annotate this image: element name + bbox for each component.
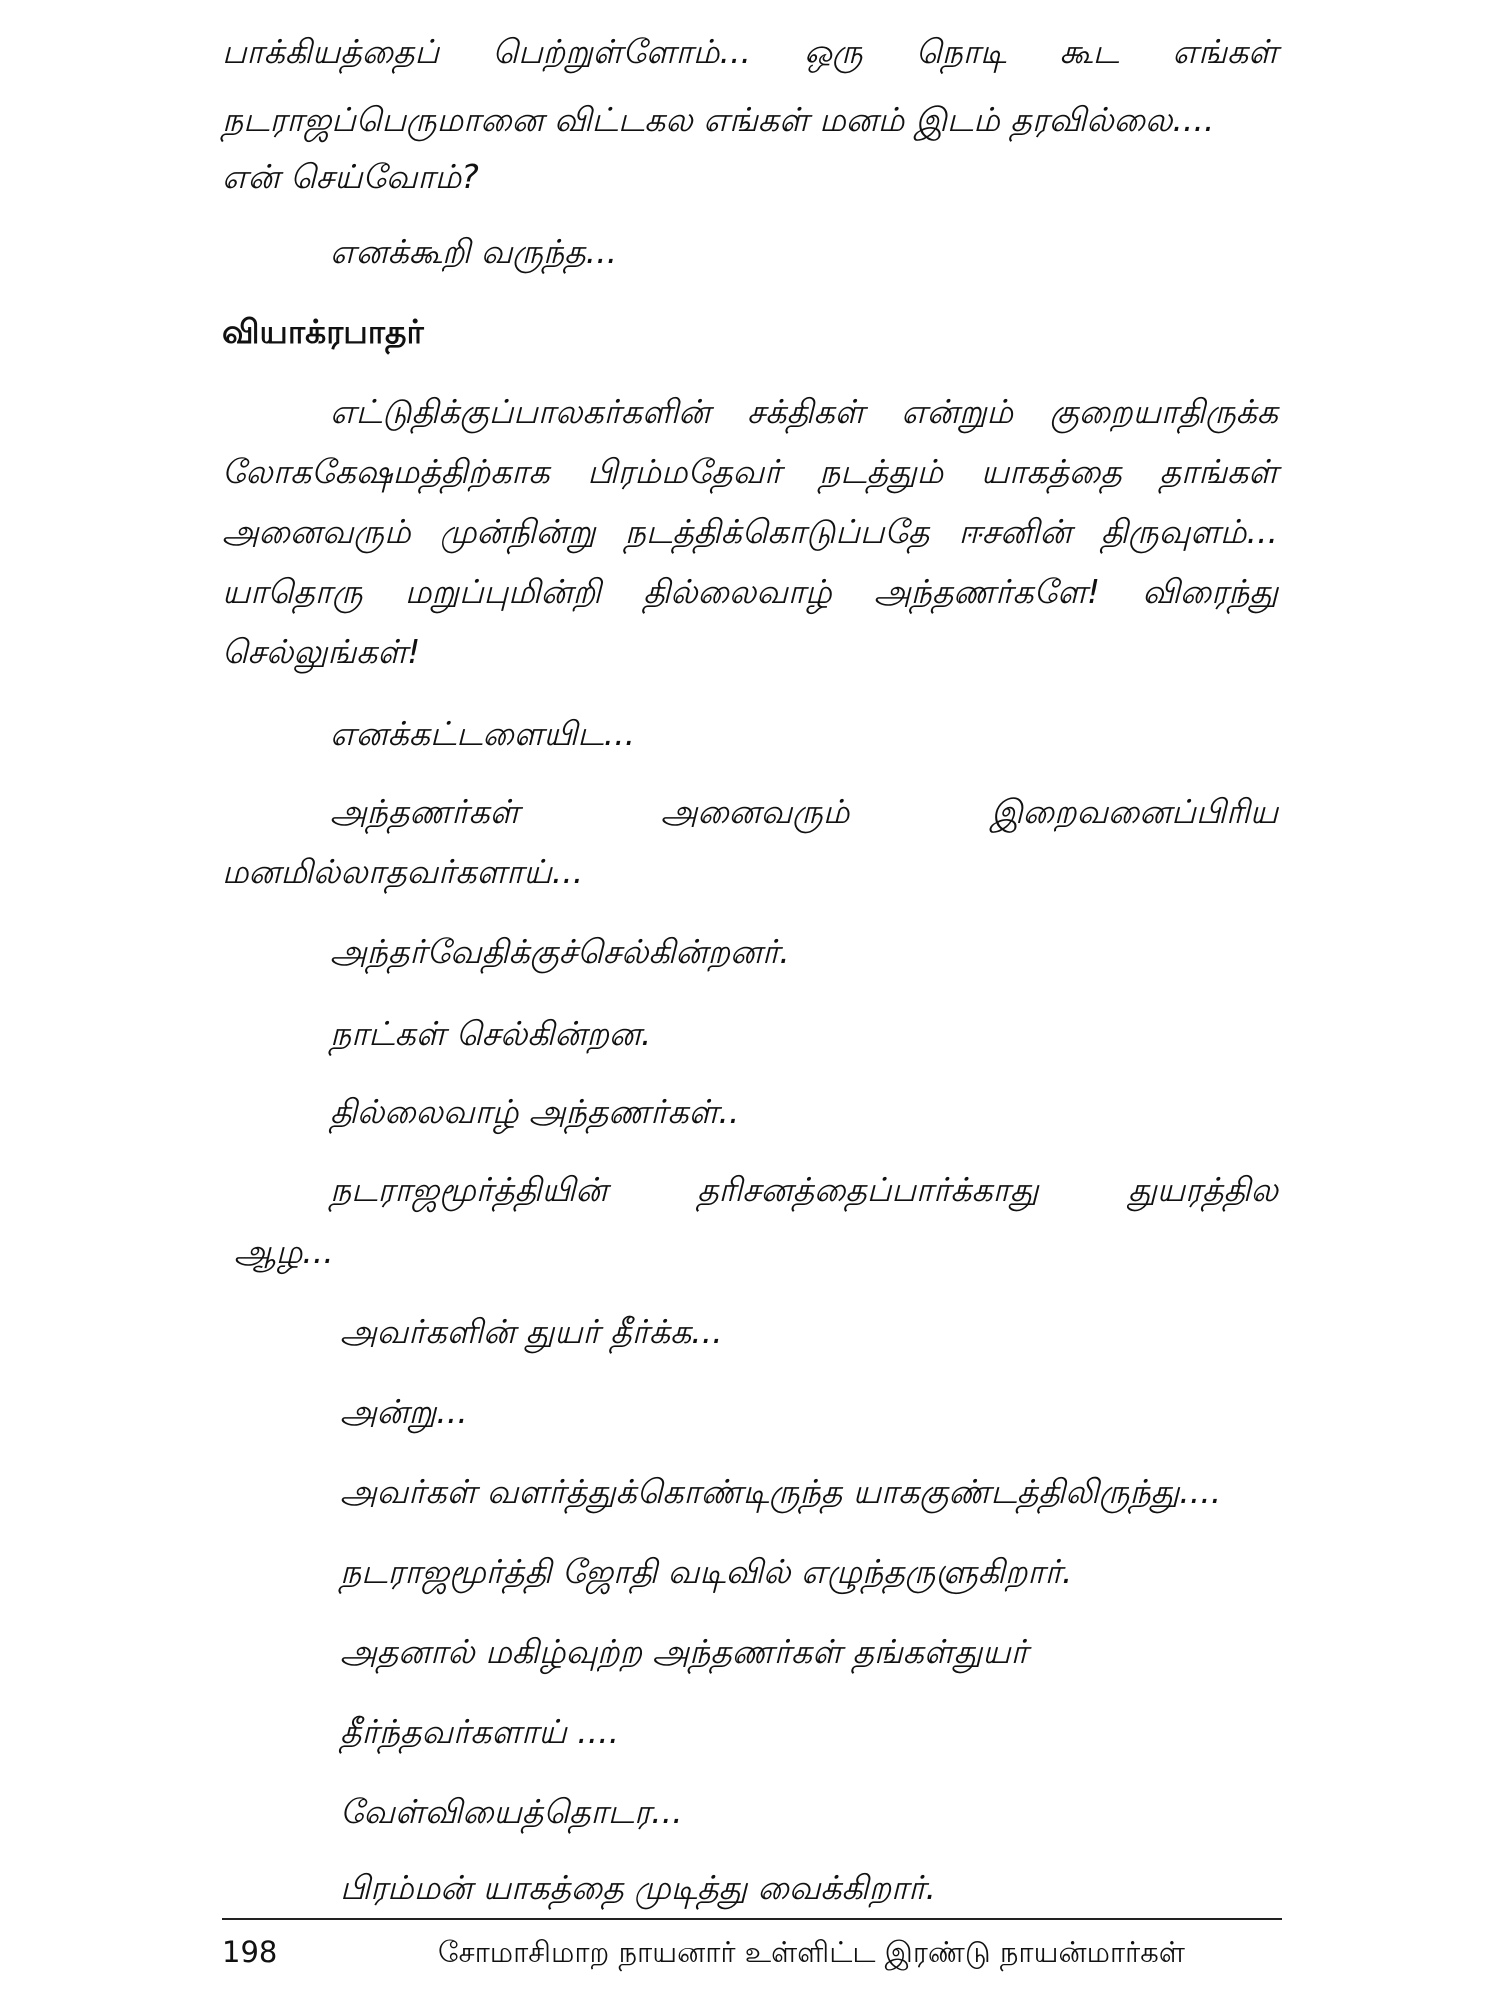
speaker-heading: வியாக்ரபாதர் xyxy=(222,312,424,351)
word: விரைந்து xyxy=(1142,572,1278,611)
text-line xyxy=(330,390,1278,434)
word: தாங்கள் xyxy=(1159,452,1278,491)
text-line xyxy=(222,570,1278,614)
text-line: நடராஜப்பெருமானை விட்டகல எங்கள் மனம் இடம் தரவில்லை.... xyxy=(222,100,1215,139)
running-footer-title: சோமாசிமாற நாயனார் உள்ளிட்ட இரண்டு நாயன்மார்கள் xyxy=(438,1935,1185,1969)
word: தில்லைவாழ் xyxy=(643,572,832,611)
word: நொடி xyxy=(915,32,1007,71)
text-line: அன்று... xyxy=(340,1392,468,1431)
text-line: ஆழ... xyxy=(234,1232,334,1271)
text-line: நடராஜமூர்த்தி ஜோதி வடிவில் எழுந்தருளுகிறார். xyxy=(340,1552,1073,1591)
word: அனைவரும் xyxy=(660,792,850,831)
text-line xyxy=(330,790,1278,834)
word: தரிசனத்தைப்பார்க்காது xyxy=(697,1170,1039,1209)
word: கூட xyxy=(1059,32,1120,71)
word: ஒரு xyxy=(804,32,863,71)
word: நடத்தும் xyxy=(819,452,944,491)
text-line: செல்லுங்கள்! xyxy=(222,632,421,671)
text-line: வேள்வியைத்தொடர... xyxy=(340,1792,683,1831)
word: நடராஜமூர்த்தியின் xyxy=(330,1170,608,1209)
word: ஈசனின் xyxy=(958,512,1072,551)
text-line: அவர்கள் வளர்த்துக்கொண்டிருந்த யாககுண்டத்திலிருந்து.... xyxy=(340,1472,1222,1511)
word: எட்டுதிக்குப்பாலகர்களின் xyxy=(330,392,711,431)
word: பிரம்மதேவர் xyxy=(587,452,782,491)
text-line: அந்தர்வேதிக்குச்செல்கின்றனர். xyxy=(330,932,790,971)
text-line: அவர்களின் துயர் தீர்க்க... xyxy=(340,1312,723,1351)
word: யாதொரு xyxy=(222,572,363,611)
word: எங்கள் xyxy=(1172,32,1278,71)
word: சக்திகள் xyxy=(747,392,865,431)
word: மறுப்புமின்றி xyxy=(404,572,601,611)
text-line: மனமில்லாதவர்களாய்... xyxy=(222,852,584,891)
word: நடத்திக்கொடுப்பதே xyxy=(624,512,930,551)
text-line xyxy=(222,30,1278,74)
text-line xyxy=(222,450,1278,494)
text-line xyxy=(222,510,1278,554)
text-line: பிரம்மன் யாகத்தை முடித்து வைக்கிறார். xyxy=(340,1868,936,1907)
word: லோககேஷமத்திற்காக xyxy=(222,452,550,491)
word: அனைவரும் xyxy=(222,512,411,551)
word: பெற்றுள்ளோம்... xyxy=(492,32,751,71)
word: பாக்கியத்தைப் xyxy=(222,32,440,71)
word: என்றும் xyxy=(901,392,1014,431)
word: துயரத்தில xyxy=(1128,1170,1278,1209)
word: இறைவனைப்பிரிய xyxy=(990,792,1278,831)
text-line xyxy=(330,1168,1278,1212)
text-line: என் செய்வோம்? xyxy=(222,157,479,196)
text-line: நாட்கள் செல்கின்றன. xyxy=(330,1014,652,1053)
word: யாகத்தை xyxy=(980,452,1122,491)
text-line: தீர்ந்தவர்களாய் .... xyxy=(340,1712,620,1751)
word: அந்தணர்களே! xyxy=(873,572,1101,611)
word: அந்தணர்கள் xyxy=(330,792,520,831)
page-number: 198 xyxy=(222,1935,278,1969)
footer-divider xyxy=(222,1918,1282,1920)
text-line: தில்லைவாழ் அந்தணர்கள்.. xyxy=(330,1092,740,1131)
text-line: எனக்கட்டளையிட... xyxy=(330,714,636,753)
text-line: அதனால் மகிழ்வுற்ற அந்தணர்கள் தங்கள்துயர் xyxy=(340,1632,1028,1671)
word: குறையாதிருக்க xyxy=(1049,392,1278,431)
text-line: எனக்கூறி வருந்த... xyxy=(330,232,618,271)
word: முன்நின்று xyxy=(439,512,596,551)
word: திருவுளம்... xyxy=(1100,512,1278,551)
